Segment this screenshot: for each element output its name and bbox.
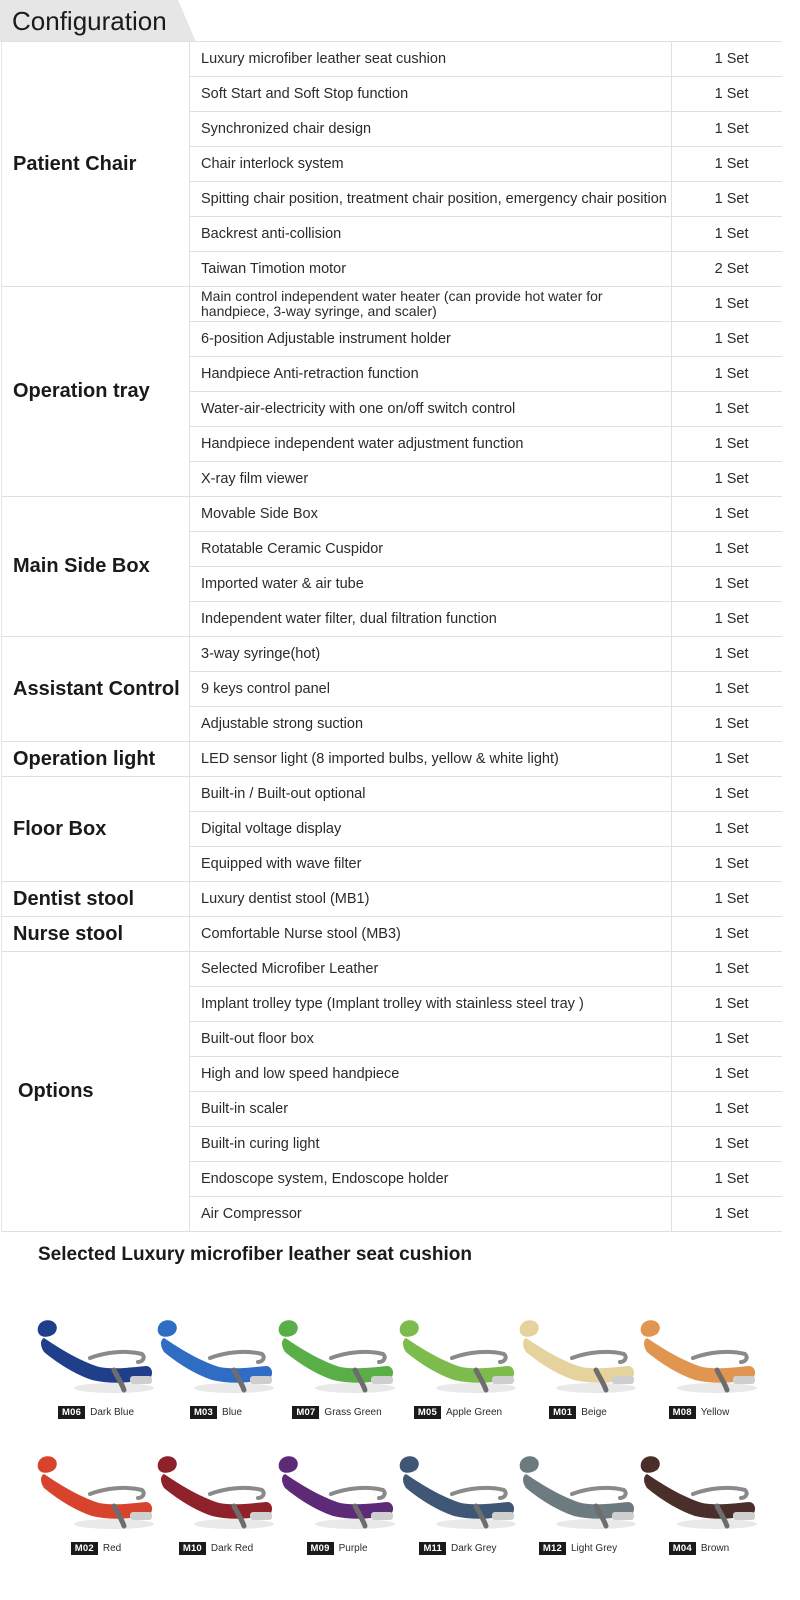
item-qty: 1 Set bbox=[672, 427, 782, 462]
item-qty: 1 Set bbox=[672, 1057, 782, 1092]
category-floor-box: Floor Box bbox=[2, 777, 190, 882]
color-code: M06 bbox=[58, 1406, 85, 1419]
item-qty: 1 Set bbox=[672, 497, 782, 532]
category-dentist-stool: Dentist stool bbox=[2, 882, 190, 917]
item-qty: 1 Set bbox=[672, 707, 782, 742]
table-row bbox=[2, 882, 782, 917]
item-name: Endoscope system, Endoscope holder bbox=[190, 1162, 672, 1197]
color-swatch bbox=[516, 1454, 636, 1564]
item-name: Backrest anti-collision bbox=[190, 217, 672, 252]
item-name: Imported water & air tube bbox=[190, 567, 672, 602]
color-swatch bbox=[516, 1318, 636, 1428]
item-qty: 1 Set bbox=[672, 882, 782, 917]
color-swatch bbox=[34, 1318, 154, 1428]
item-qty: 1 Set bbox=[672, 217, 782, 252]
color-swatch bbox=[34, 1454, 154, 1564]
item-qty: 1 Set bbox=[672, 182, 782, 217]
item-name: Built-in curing light bbox=[190, 1127, 672, 1162]
item-qty: 1 Set bbox=[672, 532, 782, 567]
color-code: M08 bbox=[669, 1406, 696, 1419]
category-assistant-control: Assistant Control bbox=[2, 637, 190, 742]
category-nurse-stool: Nurse stool bbox=[2, 917, 190, 952]
item-name: Rotatable Ceramic Cuspidor bbox=[190, 532, 672, 567]
item-name: 9 keys control panel bbox=[190, 672, 672, 707]
item-name: LED sensor light (8 imported bulbs, yellow & white light) bbox=[190, 742, 672, 777]
item-qty: 1 Set bbox=[672, 1197, 782, 1232]
color-code: M10 bbox=[179, 1542, 206, 1555]
color-name: Dark Blue bbox=[90, 1407, 134, 1418]
color-code: M04 bbox=[669, 1542, 696, 1555]
color-label bbox=[516, 1542, 640, 1555]
color-swatch bbox=[637, 1318, 757, 1428]
chair-cushion-image bbox=[637, 1454, 761, 1534]
item-qty: 1 Set bbox=[672, 77, 782, 112]
chair-cushion-image bbox=[516, 1454, 640, 1534]
color-section-title: Selected Luxury microfiber leather seat cushion bbox=[38, 1244, 472, 1265]
configuration-table bbox=[1, 41, 782, 1232]
color-name: Light Grey bbox=[570, 1543, 618, 1554]
item-name: Air Compressor bbox=[190, 1197, 672, 1232]
color-label bbox=[637, 1406, 761, 1419]
table-row bbox=[2, 497, 782, 532]
color-swatch bbox=[154, 1454, 274, 1564]
color-label bbox=[275, 1406, 399, 1419]
item-qty: 1 Set bbox=[672, 1092, 782, 1127]
item-name: Soft Start and Soft Stop function bbox=[190, 77, 672, 112]
item-name: Built-in scaler bbox=[190, 1092, 672, 1127]
item-name: Taiwan Timotion motor bbox=[190, 252, 672, 287]
table-row bbox=[2, 42, 782, 77]
item-name: Handpiece Anti-retraction function bbox=[190, 357, 672, 392]
color-label bbox=[275, 1542, 399, 1555]
chair-cushion-image bbox=[516, 1318, 640, 1398]
color-swatch bbox=[396, 1454, 516, 1564]
color-name: Brown bbox=[700, 1543, 730, 1554]
item-qty: 1 Set bbox=[672, 847, 782, 882]
item-qty: 1 Set bbox=[672, 42, 782, 77]
item-qty: 1 Set bbox=[672, 112, 782, 147]
item-name: Built-out floor box bbox=[190, 1022, 672, 1057]
color-name: Red bbox=[102, 1543, 122, 1554]
item-name: Synchronized chair design bbox=[190, 112, 672, 147]
item-name: Water-air-electricity with one on/off switch control bbox=[190, 392, 672, 427]
item-name: 3-way syringe(hot) bbox=[190, 637, 672, 672]
color-swatch bbox=[275, 1454, 395, 1564]
item-name: Equipped with wave filter bbox=[190, 847, 672, 882]
category-options: Options bbox=[2, 952, 190, 1232]
color-name: Dark Red bbox=[210, 1543, 254, 1554]
color-swatch bbox=[275, 1318, 395, 1428]
chair-cushion-image bbox=[396, 1318, 520, 1398]
color-swatch bbox=[637, 1454, 757, 1564]
category-operation-light: Operation light bbox=[2, 742, 190, 777]
item-name: Main control independent water heater (can provide hot water for handpiece, 3-way syringe, and scaler) bbox=[190, 287, 672, 322]
page-title: Configuration bbox=[12, 6, 167, 36]
item-name: Built-in / Built-out optional bbox=[190, 777, 672, 812]
color-code: M12 bbox=[539, 1542, 566, 1555]
item-qty: 1 Set bbox=[672, 322, 782, 357]
table-row bbox=[2, 742, 782, 777]
color-code: M05 bbox=[414, 1406, 441, 1419]
item-name: Chair interlock system bbox=[190, 147, 672, 182]
item-qty: 1 Set bbox=[672, 392, 782, 427]
table-row bbox=[2, 917, 782, 952]
item-qty: 1 Set bbox=[672, 462, 782, 497]
item-qty: 1 Set bbox=[672, 812, 782, 847]
item-name: 6-position Adjustable instrument holder bbox=[190, 322, 672, 357]
category-operation-tray: Operation tray bbox=[2, 287, 190, 497]
item-qty: 1 Set bbox=[672, 637, 782, 672]
color-label bbox=[34, 1542, 158, 1555]
item-name: Implant trolley type (Implant trolley with stainless steel tray ) bbox=[190, 987, 672, 1022]
item-name: Luxury microfiber leather seat cushion bbox=[190, 42, 672, 77]
item-name: Selected Microfiber Leather bbox=[190, 952, 672, 987]
color-name: Blue bbox=[222, 1407, 243, 1418]
color-code: M07 bbox=[292, 1406, 319, 1419]
chair-cushion-image bbox=[154, 1454, 278, 1534]
color-name: Yellow bbox=[700, 1407, 730, 1418]
item-name: Movable Side Box bbox=[190, 497, 672, 532]
item-name: X-ray film viewer bbox=[190, 462, 672, 497]
chair-cushion-image bbox=[275, 1318, 399, 1398]
color-name: Grass Green bbox=[324, 1407, 382, 1418]
color-name: Dark Grey bbox=[451, 1543, 497, 1554]
color-code: M09 bbox=[307, 1542, 334, 1555]
color-label bbox=[637, 1542, 761, 1555]
item-qty: 1 Set bbox=[672, 287, 782, 322]
item-qty: 1 Set bbox=[672, 987, 782, 1022]
item-qty: 1 Set bbox=[672, 602, 782, 637]
color-label bbox=[154, 1406, 278, 1419]
chair-cushion-image bbox=[34, 1318, 158, 1398]
item-qty: 1 Set bbox=[672, 567, 782, 602]
category-main-side-box: Main Side Box bbox=[2, 497, 190, 637]
item-qty: 1 Set bbox=[672, 777, 782, 812]
item-name: Comfortable Nurse stool (MB3) bbox=[190, 917, 672, 952]
table-row bbox=[2, 777, 782, 812]
item-qty: 1 Set bbox=[672, 357, 782, 392]
item-name: Independent water filter, dual filtration function bbox=[190, 602, 672, 637]
item-name: Handpiece independent water adjustment function bbox=[190, 427, 672, 462]
chair-cushion-image bbox=[34, 1454, 158, 1534]
color-label bbox=[396, 1406, 520, 1419]
color-label bbox=[154, 1542, 278, 1555]
item-qty: 1 Set bbox=[672, 917, 782, 952]
chair-cushion-image bbox=[275, 1454, 399, 1534]
color-label bbox=[516, 1406, 640, 1419]
color-name: Apple Green bbox=[445, 1407, 503, 1418]
table-row bbox=[2, 952, 782, 987]
item-name: High and low speed handpiece bbox=[190, 1057, 672, 1092]
item-qty: 1 Set bbox=[672, 1162, 782, 1197]
color-swatch bbox=[154, 1318, 274, 1428]
chair-cushion-image bbox=[154, 1318, 278, 1398]
item-qty: 2 Set bbox=[672, 252, 782, 287]
item-qty: 1 Set bbox=[672, 1022, 782, 1057]
item-qty: 1 Set bbox=[672, 672, 782, 707]
color-code: M01 bbox=[549, 1406, 576, 1419]
item-name: Luxury dentist stool (MB1) bbox=[190, 882, 672, 917]
color-label bbox=[34, 1406, 158, 1419]
category-patient-chair: Patient Chair bbox=[2, 42, 190, 287]
chair-cushion-image bbox=[637, 1318, 761, 1398]
color-code: M03 bbox=[190, 1406, 217, 1419]
color-label bbox=[396, 1542, 520, 1555]
item-name: Spitting chair position, treatment chair position, emergency chair position bbox=[190, 182, 672, 217]
table-row bbox=[2, 637, 782, 672]
color-code: M11 bbox=[419, 1542, 446, 1555]
item-qty: 1 Set bbox=[672, 147, 782, 182]
color-name: Purple bbox=[338, 1543, 368, 1554]
color-code: M02 bbox=[71, 1542, 98, 1555]
item-qty: 1 Set bbox=[672, 1127, 782, 1162]
chair-cushion-image bbox=[396, 1454, 520, 1534]
table-row bbox=[2, 287, 782, 322]
item-name: Adjustable strong suction bbox=[190, 707, 672, 742]
color-name: Beige bbox=[581, 1407, 607, 1418]
item-qty: 1 Set bbox=[672, 952, 782, 987]
item-name: Digital voltage display bbox=[190, 812, 672, 847]
item-qty: 1 Set bbox=[672, 742, 782, 777]
color-swatch bbox=[396, 1318, 516, 1428]
